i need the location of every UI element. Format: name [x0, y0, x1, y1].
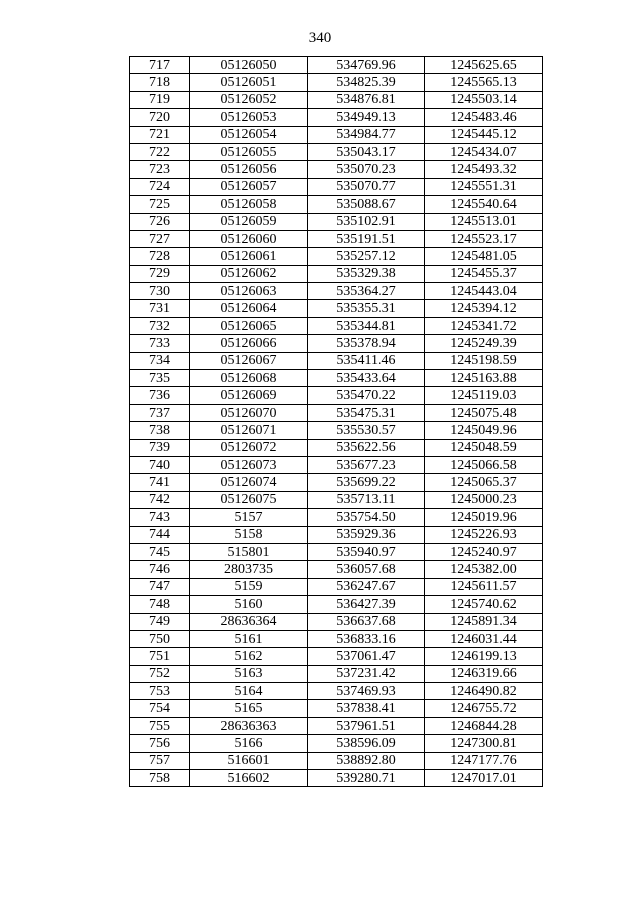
y-coordinate-cell: 1245443.04 [425, 283, 543, 300]
row-index-cell: 754 [130, 700, 190, 717]
y-coordinate-cell: 1247300.81 [425, 735, 543, 752]
table-row [130, 456, 543, 473]
row-index-cell: 726 [130, 213, 190, 230]
point-id-cell: 05126050 [190, 57, 308, 74]
page-number: 340 [308, 30, 332, 46]
point-id-cell: 05126070 [190, 404, 308, 421]
point-id-cell: 05126064 [190, 300, 308, 317]
row-index-cell: 735 [130, 370, 190, 387]
row-index-cell: 749 [130, 613, 190, 630]
y-coordinate-cell: 1246199.13 [425, 648, 543, 665]
point-id-cell: 05126075 [190, 491, 308, 508]
row-index-cell: 728 [130, 248, 190, 265]
table-row [130, 352, 543, 369]
table-row [130, 543, 543, 560]
table-row [130, 248, 543, 265]
x-coordinate-cell: 537231.42 [308, 665, 425, 682]
table-row [130, 178, 543, 195]
table-row [130, 717, 543, 734]
row-index-cell: 725 [130, 196, 190, 213]
point-id-cell: 05126057 [190, 178, 308, 195]
table-row [130, 300, 543, 317]
y-coordinate-cell: 1245019.96 [425, 509, 543, 526]
point-id-cell: 05126061 [190, 248, 308, 265]
y-coordinate-cell: 1246844.28 [425, 717, 543, 734]
y-coordinate-cell: 1245483.46 [425, 109, 543, 126]
y-coordinate-cell: 1245049.96 [425, 422, 543, 439]
table-row [130, 317, 543, 334]
point-id-cell: 05126056 [190, 161, 308, 178]
y-coordinate-cell: 1245611.57 [425, 578, 543, 595]
x-coordinate-cell: 537961.51 [308, 717, 425, 734]
row-index-cell: 723 [130, 161, 190, 178]
table-row [130, 91, 543, 108]
x-coordinate-cell: 534825.39 [308, 74, 425, 91]
y-coordinate-cell: 1245565.13 [425, 74, 543, 91]
x-coordinate-cell: 539280.71 [308, 770, 425, 787]
row-index-cell: 719 [130, 91, 190, 108]
row-index-cell: 738 [130, 422, 190, 439]
x-coordinate-cell: 537838.41 [308, 700, 425, 717]
x-coordinate-cell: 535364.27 [308, 283, 425, 300]
y-coordinate-cell: 1245226.93 [425, 526, 543, 543]
point-id-cell: 05126055 [190, 143, 308, 160]
x-coordinate-cell: 535433.64 [308, 370, 425, 387]
y-coordinate-cell: 1245455.37 [425, 265, 543, 282]
point-id-cell: 05126065 [190, 317, 308, 334]
point-id-cell: 05126052 [190, 91, 308, 108]
x-coordinate-cell: 536637.68 [308, 613, 425, 630]
table-row [130, 143, 543, 160]
x-coordinate-cell: 535191.51 [308, 230, 425, 247]
x-coordinate-cell: 537469.93 [308, 683, 425, 700]
x-coordinate-cell: 536057.68 [308, 561, 425, 578]
table-row [130, 665, 543, 682]
y-coordinate-cell: 1245503.14 [425, 91, 543, 108]
point-id-cell: 5157 [190, 509, 308, 526]
row-index-cell: 755 [130, 717, 190, 734]
x-coordinate-cell: 535622.56 [308, 439, 425, 456]
table-row [130, 474, 543, 491]
x-coordinate-cell: 536427.39 [308, 596, 425, 613]
table-row [130, 509, 543, 526]
y-coordinate-cell: 1246755.72 [425, 700, 543, 717]
y-coordinate-cell: 1245065.37 [425, 474, 543, 491]
point-id-cell: 05126066 [190, 335, 308, 352]
x-coordinate-cell: 535411.46 [308, 352, 425, 369]
row-index-cell: 720 [130, 109, 190, 126]
y-coordinate-cell: 1245119.03 [425, 387, 543, 404]
table-row [130, 126, 543, 143]
y-coordinate-cell: 1246031.44 [425, 630, 543, 647]
y-coordinate-cell: 1245240.97 [425, 543, 543, 560]
row-index-cell: 757 [130, 752, 190, 769]
table-row [130, 683, 543, 700]
point-id-cell: 05126062 [190, 265, 308, 282]
point-id-cell: 05126054 [190, 126, 308, 143]
x-coordinate-cell: 535070.23 [308, 161, 425, 178]
point-id-cell: 5166 [190, 735, 308, 752]
row-index-cell: 731 [130, 300, 190, 317]
row-index-cell: 747 [130, 578, 190, 595]
x-coordinate-cell: 536247.67 [308, 578, 425, 595]
y-coordinate-cell: 1245382.00 [425, 561, 543, 578]
x-coordinate-cell: 535102.91 [308, 213, 425, 230]
y-coordinate-cell: 1245523.17 [425, 230, 543, 247]
row-index-cell: 739 [130, 439, 190, 456]
y-coordinate-cell: 1245551.31 [425, 178, 543, 195]
y-coordinate-cell: 1245066.58 [425, 456, 543, 473]
table-row [130, 404, 543, 421]
table-row [130, 561, 543, 578]
point-id-cell: 5161 [190, 630, 308, 647]
y-coordinate-cell: 1246490.82 [425, 683, 543, 700]
point-id-cell: 05126059 [190, 213, 308, 230]
x-coordinate-cell: 535677.23 [308, 456, 425, 473]
row-index-cell: 748 [130, 596, 190, 613]
y-coordinate-cell: 1245445.12 [425, 126, 543, 143]
y-coordinate-cell: 1245341.72 [425, 317, 543, 334]
table-row [130, 491, 543, 508]
point-id-cell: 05126058 [190, 196, 308, 213]
y-coordinate-cell: 1245000.23 [425, 491, 543, 508]
point-id-cell: 515801 [190, 543, 308, 560]
table-row [130, 422, 543, 439]
point-id-cell: 05126071 [190, 422, 308, 439]
x-coordinate-cell: 536833.16 [308, 630, 425, 647]
table-row [130, 57, 543, 74]
x-coordinate-cell: 535378.94 [308, 335, 425, 352]
point-id-cell: 5159 [190, 578, 308, 595]
x-coordinate-cell: 534984.77 [308, 126, 425, 143]
y-coordinate-cell: 1245540.64 [425, 196, 543, 213]
y-coordinate-cell: 1245198.59 [425, 352, 543, 369]
x-coordinate-cell: 538596.09 [308, 735, 425, 752]
x-coordinate-cell: 534876.81 [308, 91, 425, 108]
x-coordinate-cell: 535257.12 [308, 248, 425, 265]
point-id-cell: 5163 [190, 665, 308, 682]
x-coordinate-cell: 534769.96 [308, 57, 425, 74]
x-coordinate-cell: 535043.17 [308, 143, 425, 160]
x-coordinate-cell: 538892.80 [308, 752, 425, 769]
table-row [130, 526, 543, 543]
point-id-cell: 5164 [190, 683, 308, 700]
row-index-cell: 753 [130, 683, 190, 700]
point-id-cell: 05126073 [190, 456, 308, 473]
table-row [130, 230, 543, 247]
row-index-cell: 750 [130, 630, 190, 647]
x-coordinate-cell: 535329.38 [308, 265, 425, 282]
row-index-cell: 733 [130, 335, 190, 352]
row-index-cell: 727 [130, 230, 190, 247]
point-id-cell: 5165 [190, 700, 308, 717]
row-index-cell: 717 [130, 57, 190, 74]
x-coordinate-cell: 535754.50 [308, 509, 425, 526]
table-row [130, 752, 543, 769]
x-coordinate-cell: 535940.97 [308, 543, 425, 560]
point-id-cell: 05126072 [190, 439, 308, 456]
point-id-cell: 516602 [190, 770, 308, 787]
point-id-cell: 05126063 [190, 283, 308, 300]
y-coordinate-cell: 1245891.34 [425, 613, 543, 630]
row-index-cell: 730 [130, 283, 190, 300]
row-index-cell: 745 [130, 543, 190, 560]
row-index-cell: 751 [130, 648, 190, 665]
table-row [130, 630, 543, 647]
point-id-cell: 05126068 [190, 370, 308, 387]
x-coordinate-cell: 535929.36 [308, 526, 425, 543]
table-row [130, 439, 543, 456]
y-coordinate-cell: 1247017.01 [425, 770, 543, 787]
x-coordinate-cell: 535530.57 [308, 422, 425, 439]
y-coordinate-cell: 1245163.88 [425, 370, 543, 387]
table-row [130, 387, 543, 404]
table-row [130, 74, 543, 91]
x-coordinate-cell: 535470.22 [308, 387, 425, 404]
point-id-cell: 5158 [190, 526, 308, 543]
x-coordinate-cell: 535344.81 [308, 317, 425, 334]
x-coordinate-cell: 534949.13 [308, 109, 425, 126]
x-coordinate-cell: 535088.67 [308, 196, 425, 213]
x-coordinate-cell: 535475.31 [308, 404, 425, 421]
point-id-cell: 05126074 [190, 474, 308, 491]
table-row [130, 196, 543, 213]
y-coordinate-cell: 1245075.48 [425, 404, 543, 421]
table-row [130, 613, 543, 630]
row-index-cell: 737 [130, 404, 190, 421]
y-coordinate-cell: 1245249.39 [425, 335, 543, 352]
y-coordinate-cell: 1245740.62 [425, 596, 543, 613]
row-index-cell: 736 [130, 387, 190, 404]
x-coordinate-cell: 537061.47 [308, 648, 425, 665]
row-index-cell: 743 [130, 509, 190, 526]
coordinates-table [129, 56, 543, 787]
point-id-cell: 05126060 [190, 230, 308, 247]
row-index-cell: 756 [130, 735, 190, 752]
table-row [130, 335, 543, 352]
table-row [130, 578, 543, 595]
point-id-cell: 5160 [190, 596, 308, 613]
x-coordinate-cell: 535070.77 [308, 178, 425, 195]
row-index-cell: 744 [130, 526, 190, 543]
point-id-cell: 05126069 [190, 387, 308, 404]
y-coordinate-cell: 1245434.07 [425, 143, 543, 160]
table-row [130, 265, 543, 282]
table-row [130, 596, 543, 613]
x-coordinate-cell: 535713.11 [308, 491, 425, 508]
row-index-cell: 740 [130, 456, 190, 473]
point-id-cell: 05126067 [190, 352, 308, 369]
y-coordinate-cell: 1245513.01 [425, 213, 543, 230]
table-row [130, 283, 543, 300]
x-coordinate-cell: 535355.31 [308, 300, 425, 317]
point-id-cell: 2803735 [190, 561, 308, 578]
row-index-cell: 724 [130, 178, 190, 195]
row-index-cell: 746 [130, 561, 190, 578]
table-row [130, 370, 543, 387]
y-coordinate-cell: 1247177.76 [425, 752, 543, 769]
y-coordinate-cell: 1245493.32 [425, 161, 543, 178]
table-row [130, 213, 543, 230]
table-row [130, 700, 543, 717]
point-id-cell: 05126053 [190, 109, 308, 126]
row-index-cell: 729 [130, 265, 190, 282]
table-row [130, 735, 543, 752]
point-id-cell: 516601 [190, 752, 308, 769]
row-index-cell: 718 [130, 74, 190, 91]
y-coordinate-cell: 1245481.05 [425, 248, 543, 265]
row-index-cell: 722 [130, 143, 190, 160]
y-coordinate-cell: 1245048.59 [425, 439, 543, 456]
y-coordinate-cell: 1246319.66 [425, 665, 543, 682]
row-index-cell: 721 [130, 126, 190, 143]
row-index-cell: 742 [130, 491, 190, 508]
point-id-cell: 5162 [190, 648, 308, 665]
table-row [130, 161, 543, 178]
x-coordinate-cell: 535699.22 [308, 474, 425, 491]
table-row [130, 770, 543, 787]
table-row [130, 109, 543, 126]
point-id-cell: 28636363 [190, 717, 308, 734]
row-index-cell: 741 [130, 474, 190, 491]
table-body [130, 57, 543, 787]
table-row [130, 648, 543, 665]
point-id-cell: 28636364 [190, 613, 308, 630]
row-index-cell: 752 [130, 665, 190, 682]
y-coordinate-cell: 1245394.12 [425, 300, 543, 317]
row-index-cell: 734 [130, 352, 190, 369]
point-id-cell: 05126051 [190, 74, 308, 91]
row-index-cell: 732 [130, 317, 190, 334]
row-index-cell: 758 [130, 770, 190, 787]
y-coordinate-cell: 1245625.65 [425, 57, 543, 74]
